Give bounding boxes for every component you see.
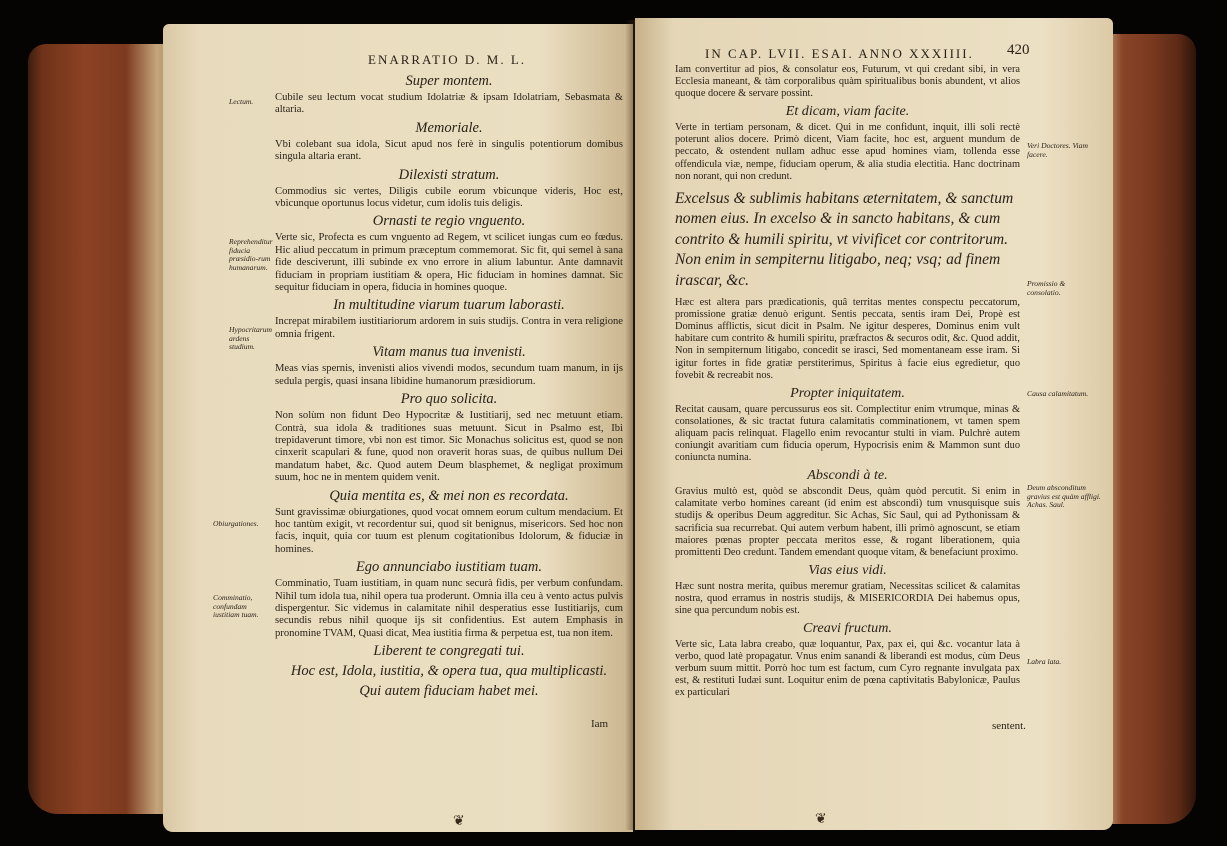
left-text-column [275,70,623,702]
commentary-paragraph: Sunt gravissimæ obiurgationes, quod vocat omnem eorum cultum mendacium. Et hoc tantùm exigit, vt recordentur sui, quod sit benignus, misericors. Sed hoc non facis, inquit, quia cor tuum est plenum cogitationibus Idolorum, & fiduciæ in homines. [275,506,623,555]
commentary-paragraph: Gravius multò est, quòd se abscondit Deus, quàm quòd percutit. Si enim in calamitate verbo homines careant (id enim est abscondi) tum vnusquisque suis studijs & operibus Deum aggreditur. Sic Achas, Sic Saul, qui ad Pythonissam & sacrificia sua recurrebat. Qui autem verbum habent, illi primò agnoscunt, se etiam maiores pœnas propter peccata meritos esse, & rogant liberationem, quia promittenti Deo credunt. Tandem emendant quoque vitam, & benefaciunt proximo. [675,486,1020,558]
lemma-heading: Ornasti te regio vnguento. [372,213,526,230]
commentary-paragraph: Iam convertitur ad pios, & consolatur eos, Futurum, vt qui credant sibi, in vera Ecclesia maneant, & tàm corporalibus quàm spiritualibus bonis abundent, vt alios quoque docere & servare possint. [675,64,1020,100]
marginal-note-comminatio: Comminatio, confundam iustitiam tuam. [213,593,259,620]
left-running-header: ENARRATIO D. M. L. [368,52,527,67]
left-page [163,24,633,832]
lemma-heading: Abscondi à te. [807,467,888,484]
book-edge-left [28,44,168,814]
commentary-paragraph: Meas vias spernis, invenisti alios vivendi modos, secundum tuam manum, in ijs sedula pergis, quasi insana libidine humanorum præsidiorum. [275,363,623,387]
marginal-note-deum: Deum absconditum gravius est quàm affligi. Achas. Saul. [1027,483,1101,510]
page-number: 420 [1007,42,1030,58]
lemma-heading: Vitam manus tua invenisti. [372,344,526,361]
lemma-heading: Hoc est, Idola, iustitia, & opera tua, qua multiplicasti. [290,663,608,680]
commentary-paragraph: Hæc sunt nostra merita, quibus meremur gratiam, Necessitas scilicet & calamitas nostra, quod erramus in nostris studijs, & MISERICORDIA Dei habemus opus, sine qua percundum nobis est. [675,580,1020,616]
right-text-column [675,64,1020,702]
commentary-paragraph: Comminatio, Tuam iustitiam, in quam nunc securà fidis, per verbum confundam. Nihil tum idola tua, nihil opera tua proderunt. Omnia illa ceu à vento actus pulvis dispergentur. Sic videmus in calamitate nihil desperatius esse Iustitiarijs, cum secundis rebus nihil quoque ijs sit confidentius. Est autem Emphasis in pronomine TVAM, Quasi dicat, Mea iustitia firma & perpetua est, tua non item. [275,578,623,639]
marginal-note-reprehenditur: Reprehenditur fiducia præsidio-rum humanarum. [229,237,273,272]
marginal-note-lectum: Lectum. [229,97,254,106]
lemma-heading: Ego annunciabo iustitiam tuam. [355,559,543,576]
commentary-paragraph: Vbi colebant sua idola, Sicut apud nos ferè in singulis potentiorum domibus singula altaria erant. [275,138,623,163]
lemma-heading: Qui autem fiduciam habet mei. [359,683,539,700]
marginal-note-promissio: Promissio & consolatio. [1027,279,1066,297]
lemma-heading: Liberent te congregati tui. [373,643,525,660]
right-page [635,18,1113,830]
lemma-heading: Propter iniquitatem. [790,384,905,401]
commentary-paragraph: Increpat mirabilem iustitiariorum ardorem in suis studijs. Contra in vera religione omnia frigent. [275,316,623,340]
lemma-heading: In multitudine viarum tuarum laborasti. [333,297,565,314]
commentary-paragraph: Verte sic, Lata labra creabo, quæ loquantur, Pax, pax ei, qui &c. vocantur lata à verbo, quod latè propagatur. Vnus enim sanandi & liberandi est modus, cùm Deus verbum suum mittit. Porrò hoc tum est factum, cum Cyro regnante invulgata pax est, & restituti Iudæi sunt. Loquitur enim de pœna captivitatis Babylonicæ, Paulus ex particulari [675,639,1020,699]
lemma-heading: Memoriale. [415,119,483,136]
commentary-paragraph: Verte sic, Profecta es cum vnguento ad Regem, vt scilicet iungas cum eo fœdus. Hic aliud peccatum in primum præceptum commemorat. Sic fit, qui semel à sana fide desciverunt, illi subinde ex vno errore in alium labuntur. Ante damnavit fiduciam in propriam iustitiam & opera, Hic fiduciam in homines damnat. Sic sequitur fiduciam in opera, fiducia in homines quoque. [275,232,623,294]
lemma-heading: Vias eius vidi. [808,561,887,578]
book-edge-right [1106,34,1196,824]
lemma-heading: Dilexisti stratum. [398,166,500,183]
commentary-paragraph: Verte in tertiam personam, & dicet. Qui in me confidunt, inquit, illi soli rectè poterunt alios docere. Primò dicent, Viam facite, hoc est, arguent mundum de peccato, & ostendent nullam adhuc esse apud homines viam, tollenda esse offendicula viæ, nempe, fiduciam operum, & alia studia electitia. Hanc doctrinam non norant, qui non credunt. [675,122,1020,182]
marginal-note-labra: Labra lata. [1027,657,1062,666]
binding-ornament-left: ❦ [453,814,465,829]
right-running-header: IN CAP. LVII. ESAI. ANNO XXXIIII. [705,46,974,61]
left-catchword: Iam [591,718,609,730]
lemma-heading: Super montem. [405,73,493,89]
marginal-note-hypocritarum: Hypocritarum ardens studium. [229,325,273,352]
commentary-paragraph: Recitat causam, quare percussurus eos sit. Complectitur enim vtrumque, minas & consolationes, & sic tractat futura calamitatis comminationem, vt tamen spem aliquam pacis relinquat. Flagello enim revocantur stulti in viam. Pulchrè autem coniungit avaritiam cum fiducia operum, Hypocrisis enim & Mammon sunt duo coniuncta numina. [675,403,1020,464]
binding-ornament-right: ❦ [815,812,827,827]
marginal-note-veri: Veri Doctores. Viam facere. [1027,141,1088,159]
commentary-paragraph: Cubile seu lectum vocat studium Idolatriæ & ipsam Idolatriam, Sebasmata & altaria. [275,92,623,116]
commentary-paragraph: Commodius sic vertes, Diligis cubile eorum vbicunque videris, Hoc est, vbicunque oportunus locus videtur, cum idolis tuis deligis. [275,185,623,210]
lemma-heading: Creavi fructum. [803,620,892,637]
marginal-note-causa: Causa calamitatum. [1027,389,1089,398]
right-catchword: sentent. [992,720,1026,732]
lemma-heading: Quia mentita es, & mei non es recordata. [329,487,569,504]
commentary-paragraph: Hæc est altera pars prædicationis, quâ territas mentes conspectu peccatorum, promissione gratiæ denuò erigunt. Sentis peccata, sentis iram Dei, Propè est Dominus afflictis, sicut dicit in Psalm. Ne igitur desperes, Dominus enim vult habitare cum contrito & humili spiritu, præfractos & securos odit, &c. Quod addit, Non in sempiternum litigabo, concedit se irasci, Sed momentaneam esse iram. Si igitur fortes in fide gratiæ perstiterimus, Spiritus à facie eius egredietur, quo fovebit & recreabit nos. [675,297,1020,381]
scripture-quote: Excelsus & sublimis habitans æternitatem, & sanctum nomen eius. In excelso & in sancto habitans, & cum contrito & humili spiritu, vt vivificet cor contritorum. Non enim in sempiternu litigabo, neq; vsq; ad finem irascar, &c. [675,189,1014,289]
lemma-heading: Et dicam, viam facite. [785,103,910,120]
open-book [28,14,1196,834]
marginal-note-obiurgationes: Obiurgationes. [213,519,259,528]
commentary-paragraph: Non solùm non fidunt Deo Hypocritæ & Iustitiarij, sed nec metuunt etiam. Contrà, sua idola & traditiones suas metuunt. Sicut in Psalmo est, Ibi trepidaverunt timore, vbi non est timor. Sic Monachus solicitus est, quod se non cinxerit scapulari & fune, quod non oraverit horas suas, de quibus nullum Dei mandatum habet, &c. Quod autem Deum blasphemet, & negligat proximum suum, hoc ne in mentem quidem venit. [275,410,623,484]
lemma-heading: Pro quo solicita. [400,391,498,408]
